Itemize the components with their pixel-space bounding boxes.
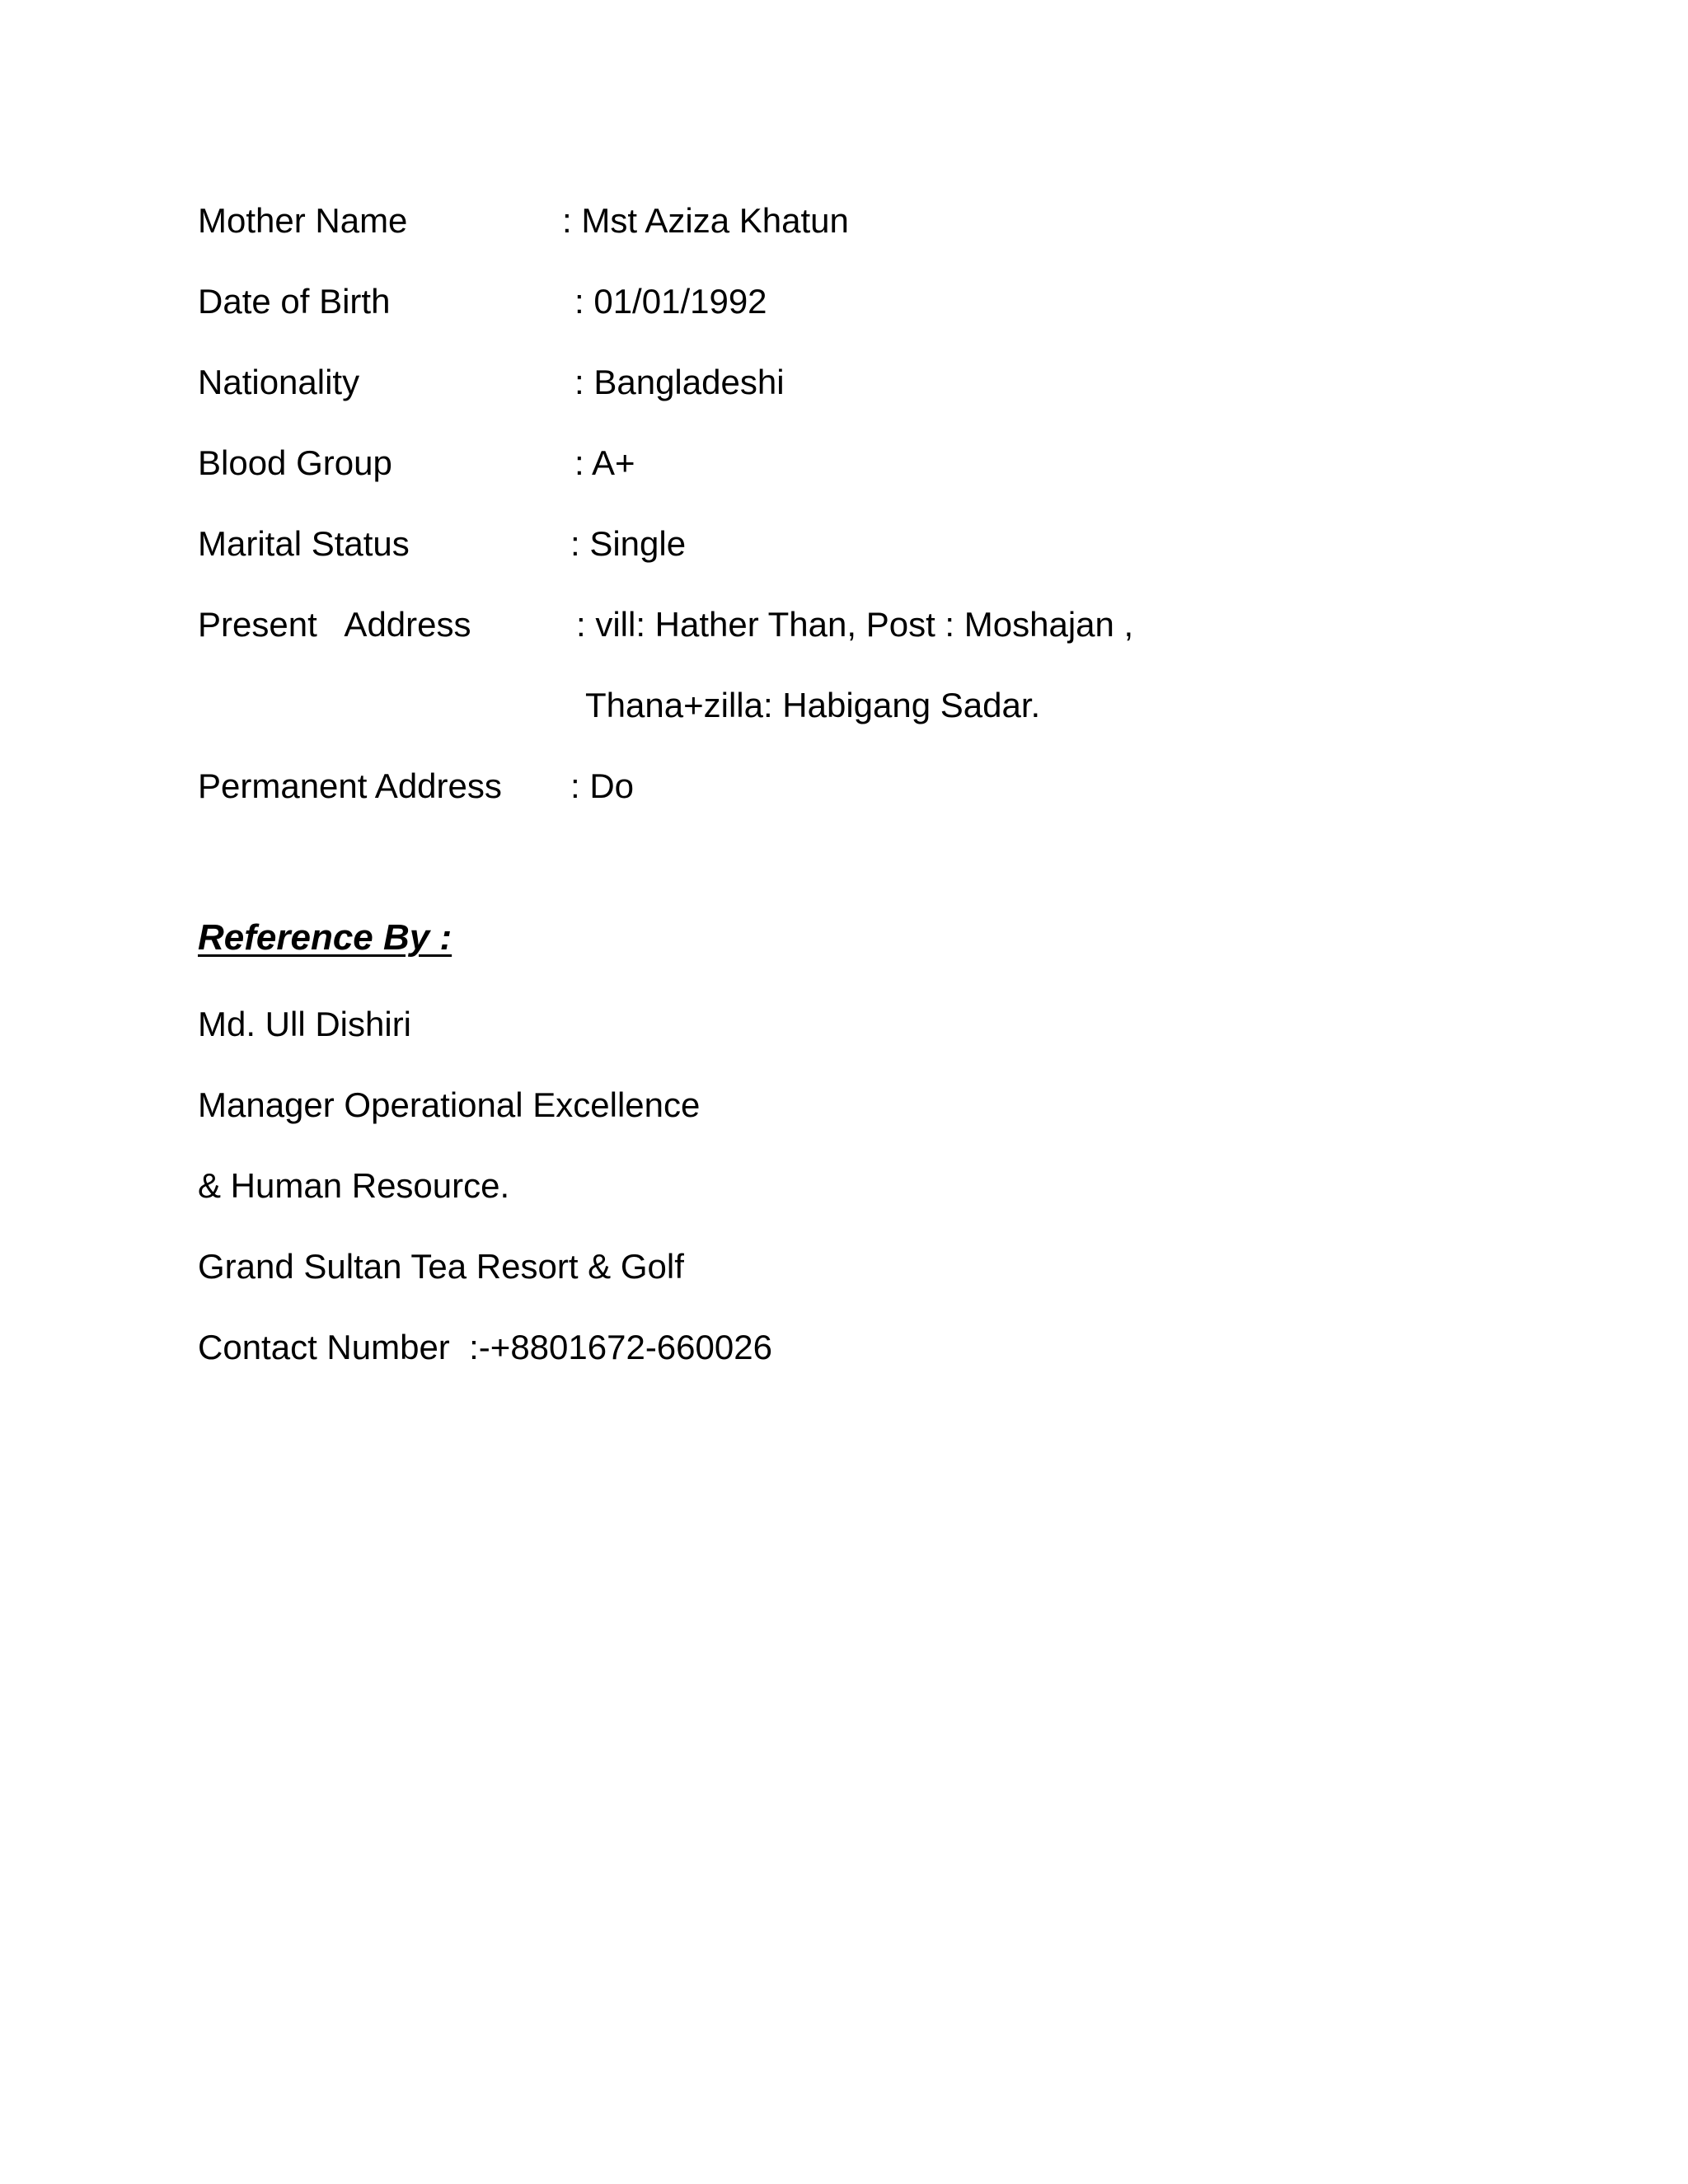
- nationality-value: : Bangladeshi: [574, 363, 785, 401]
- blood-group-label: Blood Group: [198, 443, 392, 482]
- present-address-value: : vill: Hather Than, Post : Moshajan ,: [576, 605, 1134, 644]
- permanent-address-value: : Do: [570, 766, 635, 805]
- marital-status-label: Marital Status: [198, 524, 410, 563]
- reference-contact-number: Contact Number :-+8801672-660026: [198, 1328, 772, 1366]
- reference-heading: Reference By :: [198, 917, 452, 958]
- marital-status-value: : Single: [570, 524, 687, 563]
- present-address-label: Present Address: [198, 605, 471, 644]
- mother-name-value: : Mst Aziza Khatun: [562, 201, 849, 240]
- mother-name-label: Mother Name: [198, 201, 408, 240]
- reference-title-line-2: & Human Resource.: [198, 1166, 510, 1205]
- reference-organization: Grand Sultan Tea Resort & Golf: [198, 1247, 684, 1286]
- blood-group-value: : A+: [574, 443, 635, 482]
- permanent-address-label: Permanent Address: [198, 766, 502, 805]
- date-of-birth-label: Date of Birth: [198, 282, 391, 321]
- date-of-birth-value: : 01/01/1992: [574, 282, 767, 321]
- reference-name: Md. Ull Dishiri: [198, 1005, 412, 1043]
- nationality-label: Nationality: [198, 363, 360, 401]
- reference-title-line-1: Manager Operational Excellence: [198, 1085, 701, 1124]
- present-address-continuation: Thana+zilla: Habigang Sadar.: [585, 686, 1041, 724]
